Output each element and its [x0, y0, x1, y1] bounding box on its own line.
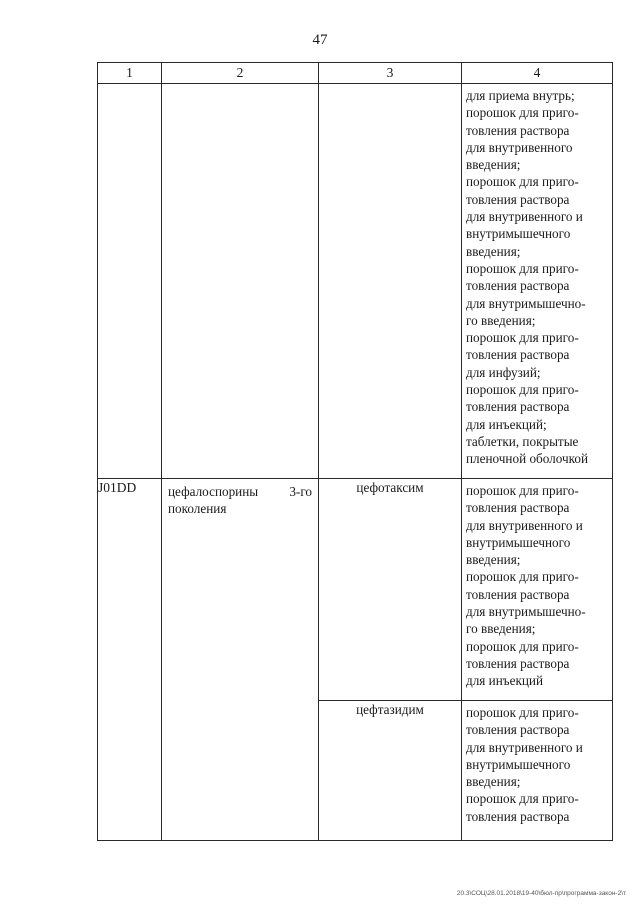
forms-line: порошок для приго-	[466, 569, 579, 585]
forms-line: пленочной оболочкой	[466, 451, 589, 467]
medicines-table	[97, 62, 613, 841]
forms-cell	[462, 479, 613, 701]
header-col-1: 1	[98, 63, 162, 84]
forms-line: товления раствора	[466, 278, 570, 294]
forms-line: введения;	[466, 552, 521, 568]
forms-line: для внутривенного	[466, 139, 573, 155]
table-row-cefotaxime	[98, 479, 613, 701]
forms-line: для внутривенного и	[466, 739, 583, 755]
forms-line: для инфузий;	[466, 364, 541, 380]
forms-cell	[462, 701, 613, 841]
forms-line: порошок для приго-	[466, 174, 579, 190]
forms-line: для внутривенного и	[466, 517, 583, 533]
forms-line: товления раствора	[466, 655, 570, 671]
forms-line: внутримышечного	[466, 226, 571, 242]
drug-name: цефтазидим	[356, 702, 424, 717]
forms-line: для внутримышечно-	[466, 604, 586, 620]
table-header-row	[98, 63, 613, 84]
forms-line: товления раствора	[466, 191, 570, 207]
group-name-line-2: поколения	[168, 501, 227, 517]
forms-line: порошок для приго-	[466, 330, 579, 346]
code-cell	[98, 84, 162, 479]
forms-line: порошок для приго-	[466, 638, 579, 654]
forms-line: товления раствора	[466, 399, 570, 415]
forms-line: го введения;	[466, 312, 536, 328]
footer-file-path: 20.3\СОЦ\28.01.2018\19-40\бюл-пр\программа-закон-2\т	[456, 890, 626, 897]
forms-line: введения;	[466, 243, 521, 259]
forms-line: введения;	[466, 157, 521, 173]
forms-line: таблетки, покрытые	[466, 433, 579, 449]
forms-line: введения;	[466, 774, 521, 790]
drug-name: цефотаксим	[356, 480, 424, 495]
forms-line: для внутривенного и	[466, 209, 583, 225]
header-col-3: 3	[319, 63, 462, 84]
drug-name-cell	[319, 701, 462, 841]
forms-line: порошок для приго-	[466, 791, 579, 807]
forms-line: внутримышечного	[466, 756, 571, 772]
forms-line: порошок для приго-	[466, 105, 579, 121]
forms-line: товления раствора	[466, 122, 570, 138]
forms-line: товления раствора	[466, 722, 570, 738]
group-cell	[162, 84, 319, 479]
forms-cell	[462, 84, 613, 479]
forms-line: для инъекций;	[466, 416, 547, 432]
forms-line: порошок для приго-	[466, 483, 579, 498]
atc-code-cell: J01DD	[98, 479, 162, 841]
table-row-continuation	[98, 84, 613, 479]
forms-line: порошок для приго-	[466, 705, 579, 720]
header-col-2: 2	[162, 63, 319, 84]
forms-line: для приема внутрь;	[466, 88, 575, 103]
drug-name-cell	[319, 479, 462, 701]
forms-line: товления раствора	[466, 500, 570, 516]
forms-line: порошок для приго-	[466, 382, 579, 398]
forms-line: товления раствора	[466, 347, 570, 363]
forms-line: го введения;	[466, 621, 536, 637]
group-name-line-1: цефалоспорины 3-го	[168, 484, 312, 499]
forms-line: товления раствора	[466, 586, 570, 602]
page-number: 47	[312, 32, 328, 48]
header-col-4: 4	[462, 63, 613, 84]
forms-line: порошок для приго-	[466, 260, 579, 276]
forms-line: товления раствора	[466, 808, 570, 824]
group-cell	[162, 479, 319, 841]
forms-line: для внутримышечно-	[466, 295, 586, 311]
drug-cell	[319, 84, 462, 479]
forms-line: для инъекций	[466, 673, 544, 689]
forms-line: внутримышечного	[466, 534, 571, 550]
